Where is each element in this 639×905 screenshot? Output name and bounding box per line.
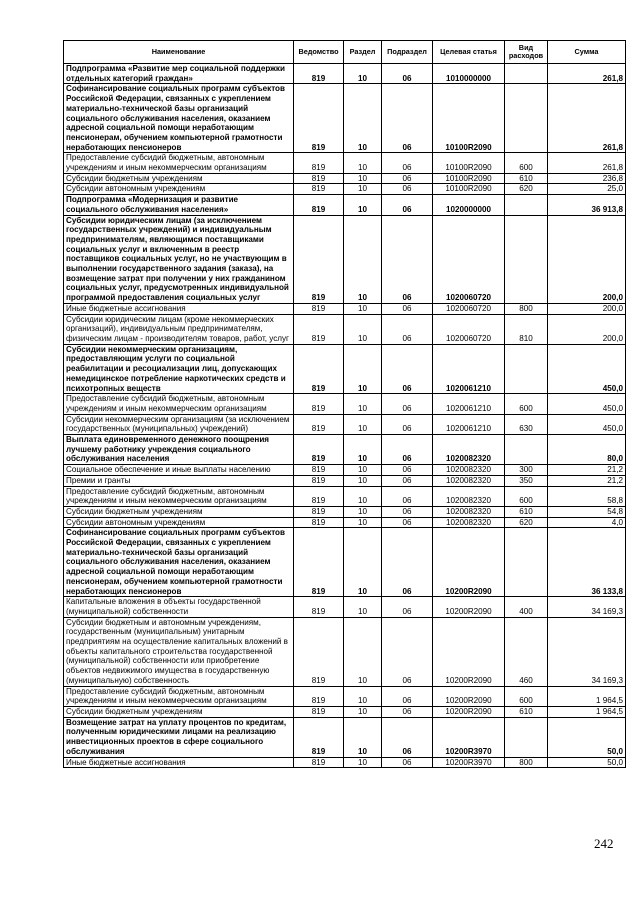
row-department: 819 [294, 84, 344, 153]
row-name: Субсидии бюджетным учреждениям [64, 173, 294, 184]
row-target-article: 1020060720 [433, 215, 505, 303]
row-section: 10 [344, 465, 382, 476]
row-subsection: 06 [382, 597, 433, 617]
row-subsection: 06 [382, 153, 433, 173]
row-name: Премии и гранты [64, 475, 294, 486]
row-department: 819 [294, 486, 344, 506]
table-row [64, 617, 626, 686]
row-department: 819 [294, 344, 344, 394]
row-expense-type: 620 [505, 517, 548, 528]
row-section: 10 [344, 173, 382, 184]
row-subsection: 06 [382, 707, 433, 718]
row-name: Софинансирование социальных программ субъектов Российской Федерации, связанных с укреплением материально-технической базы организаций социального обслуживания населения, оказанием адресной социальной помощи неработающим пенсионерам, обучением компьютерной грамотности неработающих пенсионеров [64, 84, 294, 153]
row-subsection: 06 [382, 84, 433, 153]
table-row [64, 486, 626, 506]
row-expense-type: 610 [505, 173, 548, 184]
row-sum: 36 913,8 [548, 195, 626, 215]
row-department: 819 [294, 707, 344, 718]
table-row [64, 344, 626, 394]
row-target-article: 1020061210 [433, 414, 505, 434]
row-name: Субсидии бюджетным и автономным учреждениям, государственным (муниципальным) унитарным предприятиям на осуществление капитальных вложений в объекты капитального строительства государственной (муниципальной) собственности или приобретение объектов недвижимого имущества в государственную (муниципальную) собственность [64, 617, 294, 686]
row-sum: 450,0 [548, 394, 626, 414]
row-sum: 4,0 [548, 517, 626, 528]
row-sum: 450,0 [548, 344, 626, 394]
row-department: 819 [294, 617, 344, 686]
row-expense-type [505, 84, 548, 153]
row-target-article: 1020082320 [433, 465, 505, 476]
row-subsection: 06 [382, 195, 433, 215]
row-expense-type: 600 [505, 153, 548, 173]
table-row [64, 597, 626, 617]
document-page [63, 40, 625, 768]
header-sum: Сумма [548, 41, 626, 64]
row-sum: 36 133,8 [548, 528, 626, 597]
row-expense-type [505, 717, 548, 757]
table-row [64, 303, 626, 314]
header-name: Наименование [64, 41, 294, 64]
row-department: 819 [294, 717, 344, 757]
row-section: 10 [344, 215, 382, 303]
row-name: Субсидии некоммерческим организациям, предоставляющим услуги по социальной реабилитации и ресоциализации лиц, допускающих немедицинское потребление наркотических средств и психотропных веществ [64, 344, 294, 394]
row-expense-type [505, 344, 548, 394]
row-section: 10 [344, 757, 382, 768]
row-expense-type [505, 528, 548, 597]
header-expense-type: Вид расходов [505, 41, 548, 64]
row-department: 819 [294, 686, 344, 706]
row-name: Субсидии автономным учреждениям [64, 517, 294, 528]
row-subsection: 06 [382, 486, 433, 506]
row-sum: 261,8 [548, 153, 626, 173]
row-subsection: 06 [382, 303, 433, 314]
row-target-article: 10200R2090 [433, 686, 505, 706]
row-name: Иные бюджетные ассигнования [64, 757, 294, 768]
row-expense-type: 800 [505, 303, 548, 314]
row-target-article: 10200R3970 [433, 717, 505, 757]
table-row [64, 717, 626, 757]
row-section: 10 [344, 344, 382, 394]
row-section: 10 [344, 517, 382, 528]
row-target-article: 10200R2090 [433, 707, 505, 718]
row-subsection: 06 [382, 64, 433, 84]
row-department: 819 [294, 517, 344, 528]
table-row [64, 64, 626, 84]
row-name: Выплата единовременного денежного поощрения лучшему работнику учреждения социального обслуживания населения [64, 435, 294, 465]
row-department: 819 [294, 475, 344, 486]
row-subsection: 06 [382, 394, 433, 414]
row-name: Субсидии автономным учреждениям [64, 184, 294, 195]
table-row [64, 528, 626, 597]
row-section: 10 [344, 153, 382, 173]
row-department: 819 [294, 314, 344, 344]
row-target-article: 10200R2090 [433, 528, 505, 597]
row-target-article: 10100R2090 [433, 153, 505, 173]
row-department: 819 [294, 465, 344, 476]
row-sum: 200,0 [548, 303, 626, 314]
row-subsection: 06 [382, 173, 433, 184]
table-row [64, 686, 626, 706]
row-section: 10 [344, 84, 382, 153]
row-department: 819 [294, 435, 344, 465]
row-sum: 21,2 [548, 465, 626, 476]
row-target-article: 10200R3970 [433, 757, 505, 768]
table-row [64, 506, 626, 517]
row-sum: 80,0 [548, 435, 626, 465]
table-row [64, 173, 626, 184]
row-target-article: 1020061210 [433, 344, 505, 394]
row-target-article: 1020082320 [433, 475, 505, 486]
row-section: 10 [344, 314, 382, 344]
row-department: 819 [294, 303, 344, 314]
row-subsection: 06 [382, 717, 433, 757]
row-section: 10 [344, 686, 382, 706]
row-name: Субсидии юридическим лицам (кроме некоммерческих организаций), индивидуальным предпринимателям, физическим лицам - производителям товаров, работ, услуг [64, 314, 294, 344]
row-section: 10 [344, 414, 382, 434]
row-expense-type: 600 [505, 486, 548, 506]
header-department: Ведомство [294, 41, 344, 64]
row-expense-type: 460 [505, 617, 548, 686]
row-subsection: 06 [382, 435, 433, 465]
row-sum: 261,8 [548, 84, 626, 153]
row-expense-type [505, 195, 548, 215]
row-expense-type: 300 [505, 465, 548, 476]
row-section: 10 [344, 475, 382, 486]
row-sum: 25,0 [548, 184, 626, 195]
row-target-article: 10100R2090 [433, 173, 505, 184]
row-sum: 21,2 [548, 475, 626, 486]
table-row [64, 757, 626, 768]
row-target-article: 10100R2090 [433, 184, 505, 195]
row-target-article: 1020082320 [433, 517, 505, 528]
row-sum: 261,8 [548, 64, 626, 84]
row-target-article: 1020060720 [433, 314, 505, 344]
row-section: 10 [344, 707, 382, 718]
table-row [64, 394, 626, 414]
table-row [64, 184, 626, 195]
row-section: 10 [344, 303, 382, 314]
budget-table [63, 40, 626, 768]
row-expense-type [505, 64, 548, 84]
row-target-article: 10100R2090 [433, 84, 505, 153]
table-row [64, 153, 626, 173]
row-name: Иные бюджетные ассигнования [64, 303, 294, 314]
row-department: 819 [294, 414, 344, 434]
row-section: 10 [344, 528, 382, 597]
row-name: Предоставление субсидий бюджетным, автономным учреждениям и иным некоммерческим организациям [64, 686, 294, 706]
row-name: Капитальные вложения в объекты государственной (муниципальной) собственности [64, 597, 294, 617]
row-expense-type [505, 435, 548, 465]
row-name: Предоставление субсидий бюджетным, автономным учреждениям и иным некоммерческим организациям [64, 486, 294, 506]
row-name: Социальное обеспечение и иные выплаты населению [64, 465, 294, 476]
row-section: 10 [344, 617, 382, 686]
table-row [64, 84, 626, 153]
row-target-article: 1020082320 [433, 435, 505, 465]
row-subsection: 06 [382, 184, 433, 195]
row-subsection: 06 [382, 475, 433, 486]
table-row [64, 314, 626, 344]
row-department: 819 [294, 215, 344, 303]
row-sum: 58,8 [548, 486, 626, 506]
table-row [64, 475, 626, 486]
row-sum: 34 169,3 [548, 617, 626, 686]
row-department: 819 [294, 195, 344, 215]
row-sum: 50,0 [548, 757, 626, 768]
row-section: 10 [344, 64, 382, 84]
table-row [64, 215, 626, 303]
row-sum: 450,0 [548, 414, 626, 434]
row-name: Возмещение затрат на уплату процентов по кредитам, полученным юридическими лицами на реализацию инвестиционных проектов в сфере социального обслуживания [64, 717, 294, 757]
row-sum: 54,8 [548, 506, 626, 517]
header-section: Раздел [344, 41, 382, 64]
row-section: 10 [344, 597, 382, 617]
row-section: 10 [344, 394, 382, 414]
row-target-article: 1020082320 [433, 506, 505, 517]
row-expense-type: 610 [505, 707, 548, 718]
row-expense-type: 800 [505, 757, 548, 768]
row-department: 819 [294, 153, 344, 173]
row-name: Предоставление субсидий бюджетным, автономным учреждениям и иным некоммерческим организациям [64, 153, 294, 173]
table-header-row [64, 41, 626, 64]
table-body [64, 64, 626, 768]
row-section: 10 [344, 506, 382, 517]
page-number: 242 [594, 836, 614, 851]
row-target-article: 1020000000 [433, 195, 505, 215]
row-department: 819 [294, 173, 344, 184]
row-name: Субсидии юридическим лицам (за исключением государственных учреждений) и индивидуальным предпринимателям, являющимся поставщиками социальных услуг и включенным в реестр поставщиков социальных услуг, но не участвующим в выполнении государственного задания (заказа), на возмещение затрат при получении у них гражданином социальных услуг, предусмотренных индивидуальной программой предоставления социальных услуг [64, 215, 294, 303]
row-department: 819 [294, 528, 344, 597]
table-row [64, 195, 626, 215]
row-sum: 236,8 [548, 173, 626, 184]
row-section: 10 [344, 435, 382, 465]
row-department: 819 [294, 757, 344, 768]
row-name: Субсидии некоммерческим организациям (за исключением государственных (муниципальных) учреждений) [64, 414, 294, 434]
row-department: 819 [294, 597, 344, 617]
row-subsection: 06 [382, 617, 433, 686]
row-target-article: 10200R2090 [433, 617, 505, 686]
table-row [64, 435, 626, 465]
row-subsection: 06 [382, 314, 433, 344]
row-subsection: 06 [382, 344, 433, 394]
row-subsection: 06 [382, 517, 433, 528]
row-subsection: 06 [382, 414, 433, 434]
row-department: 819 [294, 506, 344, 517]
row-department: 819 [294, 394, 344, 414]
row-sum: 200,0 [548, 314, 626, 344]
row-subsection: 06 [382, 465, 433, 476]
row-subsection: 06 [382, 528, 433, 597]
row-expense-type: 620 [505, 184, 548, 195]
row-subsection: 06 [382, 686, 433, 706]
row-sum: 1 964,5 [548, 686, 626, 706]
row-name: Предоставление субсидий бюджетным, автономным учреждениям и иным некоммерческим организациям [64, 394, 294, 414]
row-subsection: 06 [382, 757, 433, 768]
row-sum: 1 964,5 [548, 707, 626, 718]
row-section: 10 [344, 486, 382, 506]
row-section: 10 [344, 184, 382, 195]
row-sum: 34 169,3 [548, 597, 626, 617]
header-subsection: Подраздел [382, 41, 433, 64]
row-expense-type: 600 [505, 686, 548, 706]
row-department: 819 [294, 184, 344, 195]
row-name: Подпрограмма «Развитие мер социальной поддержки отдельных категорий граждан» [64, 64, 294, 84]
row-name: Подпрограмма «Модернизация и развитие социального обслуживания населения» [64, 195, 294, 215]
row-subsection: 06 [382, 506, 433, 517]
row-sum: 50,0 [548, 717, 626, 757]
header-target-article: Целевая статья [433, 41, 505, 64]
row-name: Субсидии бюджетным учреждениям [64, 707, 294, 718]
row-target-article: 1020060720 [433, 303, 505, 314]
row-subsection: 06 [382, 215, 433, 303]
row-expense-type: 350 [505, 475, 548, 486]
table-row [64, 517, 626, 528]
row-sum: 200,0 [548, 215, 626, 303]
table-row [64, 414, 626, 434]
table-row [64, 465, 626, 476]
row-target-article: 1010000000 [433, 64, 505, 84]
row-target-article: 10200R2090 [433, 597, 505, 617]
row-department: 819 [294, 64, 344, 84]
row-expense-type [505, 215, 548, 303]
row-section: 10 [344, 717, 382, 757]
row-expense-type: 810 [505, 314, 548, 344]
table-row [64, 707, 626, 718]
row-target-article: 1020061210 [433, 394, 505, 414]
row-section: 10 [344, 195, 382, 215]
row-expense-type: 600 [505, 394, 548, 414]
row-name: Субсидии бюджетным учреждениям [64, 506, 294, 517]
row-expense-type: 610 [505, 506, 548, 517]
row-expense-type: 630 [505, 414, 548, 434]
row-expense-type: 400 [505, 597, 548, 617]
row-name: Софинансирование социальных программ субъектов Российской Федерации, связанных с укреплением материально-технической базы организаций социального обслуживания населения, оказанием адресной социальной помощи неработающим пенсионерам, обучением компьютерной грамотности неработающих пенсионеров [64, 528, 294, 597]
row-target-article: 1020082320 [433, 486, 505, 506]
